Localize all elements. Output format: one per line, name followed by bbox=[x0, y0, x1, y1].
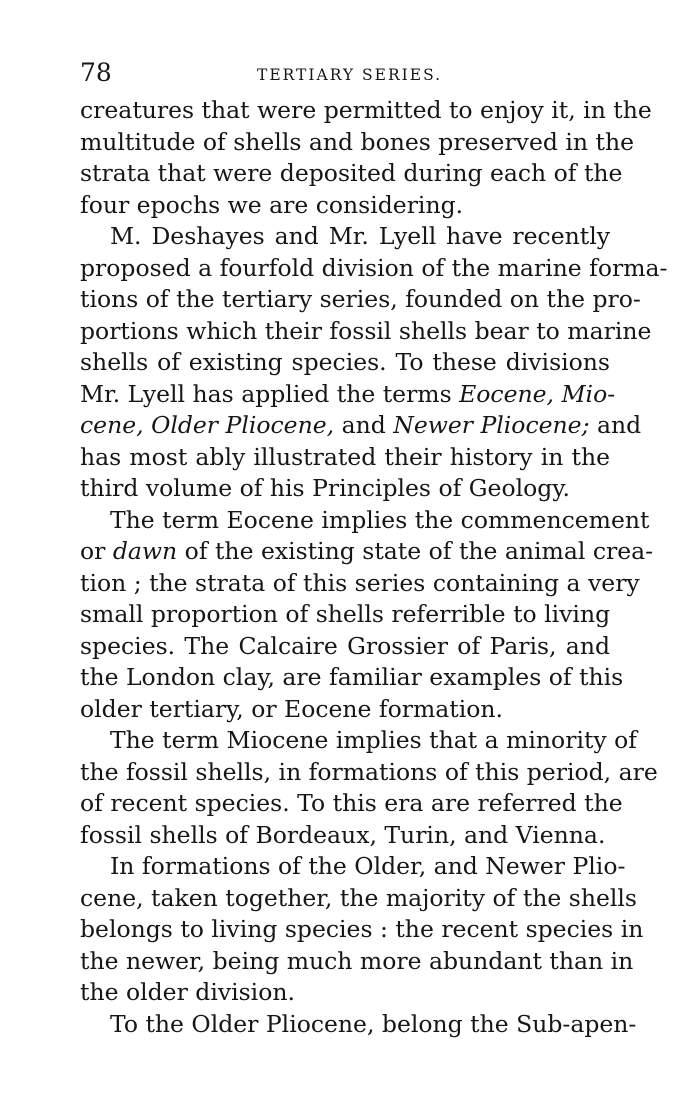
text-line: The term Eocene implies the commencement bbox=[110, 505, 650, 534]
text-line bbox=[80, 379, 616, 411]
text-line: The term Miocene implies that a minority of bbox=[110, 726, 637, 754]
running-head bbox=[80, 58, 610, 92]
text-segment: of the existing state of the animal crea- bbox=[184, 537, 654, 565]
text-line: tion ; the strata of this series containing a very bbox=[80, 568, 640, 597]
running-title: TERTIARY SERIES. bbox=[257, 66, 443, 84]
paragraph-2 bbox=[80, 221, 668, 505]
text-line: M. Deshayes and Mr. Lyell have recently bbox=[110, 222, 610, 250]
italic-term: Newer Pliocene; bbox=[393, 411, 590, 439]
text-line: portions which their fossil shells bear to marine bbox=[80, 316, 652, 345]
text-line: creatures that were permitted to enjoy it, in the bbox=[80, 96, 652, 124]
text-line: belongs to living species : the recent species in bbox=[80, 915, 644, 943]
text-line: the older division. bbox=[80, 978, 295, 1006]
italic-term: Older Pliocene, bbox=[151, 411, 335, 439]
text-segment: and bbox=[596, 411, 642, 439]
text-segment: and bbox=[341, 411, 386, 439]
text-line: of recent species. To this era are referred the bbox=[80, 789, 623, 817]
text-line: older tertiary, or Eocene formation. bbox=[80, 694, 504, 723]
text-line: To the Older Pliocene, belong the Sub-apen- bbox=[110, 1009, 637, 1038]
text-line: shells of existing species. To these divisions bbox=[80, 348, 610, 376]
paragraph-1 bbox=[80, 95, 652, 221]
italic-term: Mio- bbox=[561, 379, 616, 408]
text-line: multitude of shells and bones preserved in the bbox=[80, 127, 634, 156]
text-line: cene, taken together, the majority of the shells bbox=[80, 883, 637, 912]
body-text bbox=[80, 95, 668, 1040]
italic-term: Eocene, bbox=[459, 379, 555, 408]
text-line: the fossil shells, in formations of this period, are bbox=[80, 757, 658, 786]
text-line: strata that were deposited during each of the bbox=[80, 159, 623, 187]
text-line: small proportion of shells referrible to living bbox=[80, 600, 611, 628]
text-line bbox=[80, 410, 642, 442]
text-line: four epochs we are considering. bbox=[80, 190, 464, 219]
text-line: has most ably illustrated their history in the bbox=[80, 442, 610, 471]
italic-term: dawn bbox=[112, 537, 178, 565]
text-line: the newer, being much more abundant than in bbox=[80, 946, 634, 975]
text-line bbox=[80, 536, 654, 568]
paragraph-4 bbox=[80, 725, 658, 851]
text-line: tions of the tertiary series, founded on the pro- bbox=[80, 285, 641, 313]
italic-term: cene, bbox=[80, 411, 144, 439]
text-line: fossil shells of Bordeaux, Turin, and Vienna. bbox=[80, 820, 606, 849]
page-number: 78 bbox=[80, 58, 112, 87]
paragraph-6 bbox=[80, 1009, 637, 1041]
text-line: proposed a fourfold division of the marine forma- bbox=[80, 253, 668, 282]
text-line: species. The Calcaire Grossier of Paris, and bbox=[80, 631, 610, 660]
paragraph-5 bbox=[80, 851, 644, 1009]
paragraph-3 bbox=[80, 505, 654, 726]
text-segment: Mr. Lyell has applied the terms bbox=[80, 379, 452, 408]
text-line: third volume of his Principles of Geology. bbox=[80, 474, 570, 502]
text-line: the London clay, are familiar examples of this bbox=[80, 663, 624, 691]
text-segment: or bbox=[80, 537, 106, 565]
text-line: In formations of the Older, and Newer Plio- bbox=[110, 852, 626, 880]
